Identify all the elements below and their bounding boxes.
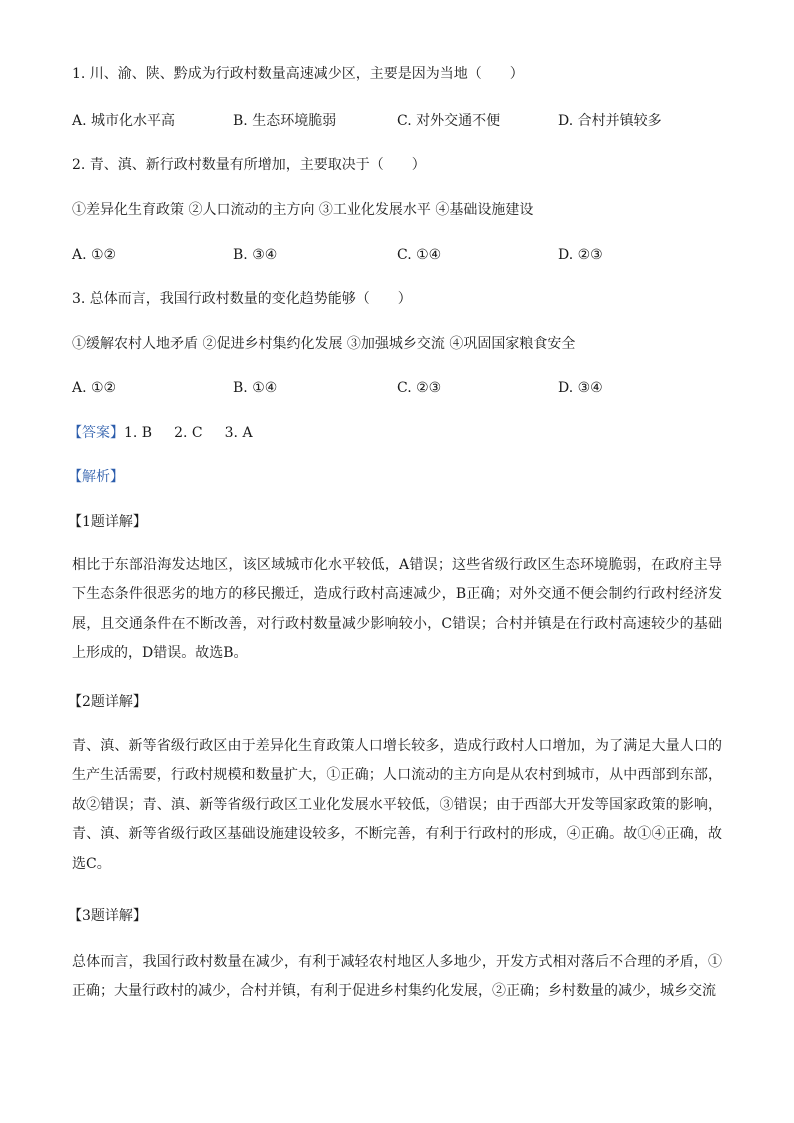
q2-option-d: D. ②③ [558,247,603,263]
q1-option-a: A. 城市化水平高 [72,113,176,129]
q2-option-a: A. ①② [72,247,117,263]
question-3-statements: ①缓解农村人地矛盾 ②促进乡村集约化发展 ③加强城乡交流 ④巩固国家粮食安全 [72,336,576,352]
q3-option-c: C. ②③ [397,380,442,396]
question-1-options [72,111,732,131]
q1-option-c: C. 对外交通不便 [397,113,501,129]
answer-1: 1. B [124,425,153,441]
detail-1-heading: 【1题详解】 [68,514,147,530]
q3-option-d: D. ③④ [558,380,603,396]
q3-option-a: A. ①② [72,380,117,396]
answer-label: 【答案】 [68,425,124,441]
detail-2-heading: 【2题详解】 [68,694,147,710]
question-2-stem: 2. 青、滇、新行政村数量有所增加，主要取决于（ ） [72,157,426,173]
answer-2: 2. C [174,425,203,441]
detail-3-heading: 【3题详解】 [68,908,147,924]
question-3-stem: 3. 总体而言，我国行政村数量的变化趋势能够（ ） [72,291,412,307]
q2-option-c: C. ①④ [397,247,442,263]
question-2-options [72,245,732,265]
detail-3-text: 总体而言，我国行政村数量在减少，有利于减轻农村地区人多地少，开发方式相对落后不合理的矛盾，①正确；大量行政村的减少，合村并镇，有利于促进乡村集约化发展，②正确；乡村数量的减少，城乡交流 [72,954,722,1000]
detail-2-text: 青、滇、新等省级行政区由于差异化生育政策人口增长较多，造成行政村人口增加，为了满足大量人口的生产生活需要，行政村规模和数量扩大，①正确；人口流动的主方向是从农村到城市，从中西部到东部，故②错误；青、滇、新等省级行政区工业化发展水平较低，③错误；由于西部大开发等国家政策的影响，青、滇、新等省级行政区基础设施建设较多，不断完善，有利于行政村的形成，④正确。故①④正确，故选C。 [72,738,722,872]
answer-3: 3. A [224,425,253,441]
q1-option-d: D. 合村并镇较多 [558,113,662,129]
answer-line [68,423,275,443]
q3-option-b: B. ①④ [233,380,278,396]
q2-option-b: B. ③④ [233,247,278,263]
question-3-options [72,378,732,398]
question-1-stem: 1. 川、渝、陕、黔成为行政村数量高速减少区，主要是因为当地（ ） [72,66,524,82]
question-2-statements: ①差异化生育政策 ②人口流动的主方向 ③工业化发展水平 ④基础设施建设 [72,202,534,218]
detail-1-text: 相比于东部沿海发达地区，该区域城市化水平较低，A错误；这些省级行政区生态环境脆弱，在政府主导下生态条件很恶劣的地方的移民搬迁，造成行政村高速减少，B正确；对外交通不便会制约行政村经济发展，且交通条件在不断改善，对行政村数量减少影响较小，C错误；合村并镇是在行政村高速较少的基础上形成的，D错误。故选B。 [72,557,722,662]
q1-option-b: B. 生态环境脆弱 [233,113,337,129]
analysis-label: 【解析】 [68,469,124,485]
